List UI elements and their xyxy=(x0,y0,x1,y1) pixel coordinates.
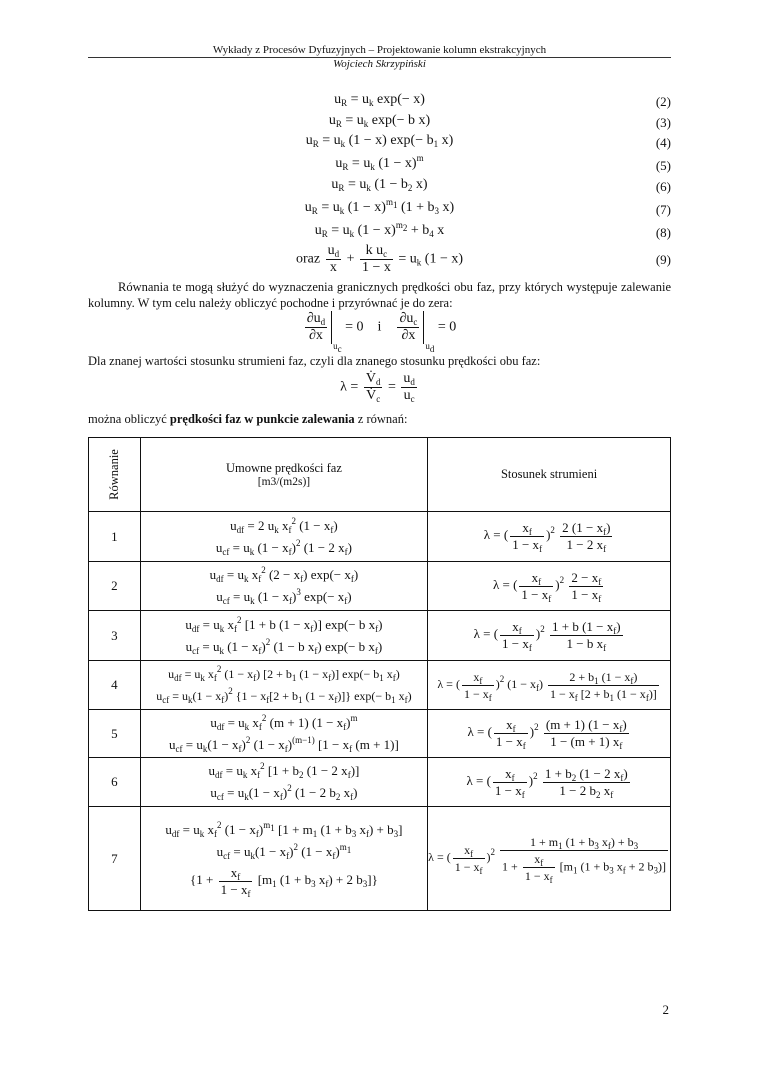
header-ratio: Stosunek strumieni xyxy=(428,438,671,512)
table-row xyxy=(89,710,671,758)
equation-7 xyxy=(88,197,671,220)
equation-8 xyxy=(88,220,671,243)
flooding-emphasis: prędkości faz w punkcie zalewania xyxy=(169,412,355,426)
table-header-row xyxy=(89,438,671,512)
row-ratio: λ = ( $\frac{x_f}{1 - x_f}$ )$^2$ $1 + m_1$ ($1 + b_3$ $x_f) + b_3$ 1 + $\frac{x_f}{1 - x_f}$ [$m_1$ ($1 + b_3$ $x_f + 2$ $b_3$)] xyxy=(428,807,671,911)
table-row xyxy=(89,758,671,807)
header-author: Wojciech Skrzypiński xyxy=(333,58,426,70)
row-number: 2 xyxy=(89,562,141,611)
equation-number: (8) xyxy=(655,225,671,240)
equation-4 xyxy=(88,133,671,153)
row-velocities: $u_{df} = u_k$ $x_f^2$ [1 + b $(1 - x_f)$] exp(− b $x_f$) $u_{cf} = u_k$ $(1 - x_f)^2$ (1 − b $x_f$) exp(− b $x_f$) xyxy=(140,611,427,661)
derivative-conditions: $\frac{\partial u_d}{\partial x}$ $u_c = 0$ i $\frac{\partial u_c}{\partial x}$ $u_d = 0$ xyxy=(88,311,671,351)
header-title: Wykłady z Procesów Dyfuzyjnych – Projektowanie kolumn ekstrakcyjnych xyxy=(212,44,547,56)
equation-5-formula: $u_R = u_k$ $(1 - x)^m$ xyxy=(335,153,424,172)
header-number: Równanie xyxy=(89,438,141,512)
row-ratio: λ = ( $\frac{x_f}{1 - x_f}$ )$^2$ $\frac{1 + b_2 (1 - 2 x_f)}{1 - 2 b_2 x_f}$ xyxy=(428,758,671,807)
equation-number: (6) xyxy=(655,179,671,194)
table-row xyxy=(89,661,671,710)
header-velocities-unit: [m3/(m2s)] xyxy=(257,476,311,488)
row-velocities: $u_{df} = u_k$ $x_f^2$ (m + 1) $(1 - x_f)^m$ $u_{cf} = u_k(1 - x_f)^2$ $(1 - x_f)^{(m-1)}$ [$1 - x_f$ (m + 1)] xyxy=(140,710,427,758)
page-number: 2 xyxy=(662,1002,669,1017)
row-number: 6 xyxy=(89,758,141,807)
derivative-conjunction: i xyxy=(377,319,382,335)
row-velocities: $u_{df} = u_k$ $x_f^2$ $(2 - x_f)$ $\exp(- x_f)$ $u_{cf} = u_k$ $(1 - x_f)^3$ $\exp(- x_f)$ xyxy=(140,562,427,611)
row-ratio: λ = ( $\frac{x_f}{1 - x_f}$ )$^2$ $(1 - x_f)$ $\frac{2 + b_1 (1 - x_f)}{1 - x_f [2 + b_1 (1 - x_f)]}$ xyxy=(428,661,671,710)
equation-6-formula: $u_R = u_k$ ($1 - b_2$ x) xyxy=(331,177,428,193)
table-row xyxy=(89,807,671,911)
equation-number: (4) xyxy=(655,135,671,150)
equation-5 xyxy=(88,153,671,176)
equation-number: (2) xyxy=(655,94,671,109)
equation-3-formula: $u_R = u_k$ exp(− b x) xyxy=(328,113,431,129)
paragraph-flooding: można obliczyć prędkości faz w punkcie zalewania z równań: xyxy=(88,412,408,426)
equation-2-formula: $u_R = u_k$ exp(− x) xyxy=(334,92,425,108)
equation-8-formula: $u_R = u_k$ $(1 - x)^{m_2} + b_4$ x xyxy=(314,220,445,239)
equation-9-prefix: oraz xyxy=(295,251,321,267)
row-number: 7 xyxy=(89,807,141,911)
row-number: 3 xyxy=(89,611,141,661)
equation-number: (3) xyxy=(655,115,671,130)
equation-4-formula: $u_R = u_k$ (1 − x) $\exp(- b_1$ x) xyxy=(305,133,454,149)
table-row xyxy=(89,611,671,661)
equation-9-formula: oraz $\frac{u_d}{x}$ + $\frac{k u_c}{1 - x}$ = $u_k$ (1 − x) xyxy=(295,243,464,275)
equation-6 xyxy=(88,177,671,197)
row-velocities: $u_{df} = u_k$ $x_f^2$ $(1 - x_f)$ [$2 + b_1$ $(1 - x_f)$] $\exp(- b_1$ $x_f$) $u_{cf} = u_k(1 - x_f)^2$ {$1 - x_f[2 + b_1$ $(1 - x_f)$]} $\exp(- b_1$ $x_f$) xyxy=(140,661,427,710)
equation-3 xyxy=(88,113,671,133)
paragraph-intro: Równania te mogą służyć do wyznaczenia granicznych prędkości obu faz, przy których występuje zalewanie kolumny. W tym celu należy obliczyć pochodne i przyrównać je do zera: xyxy=(88,280,671,310)
equations-table xyxy=(88,437,671,911)
equation-9 xyxy=(88,243,671,279)
table-row xyxy=(89,512,671,562)
row-number: 4 xyxy=(89,661,141,710)
equation-2 xyxy=(88,92,671,112)
row-velocities: $u_{df} = u_k$ $x_f^2$ $(1 - x_f)^{m_1}$ [$1 + m_1$ ($1 + b_3$ $x_f) + b_3$] $u_{cf} = u_k(1 - x_f)^2$ $(1 - x_f)^{m_1}$ {1 + $\frac{x_f}{1 - x_f}$ [$m_1$ ($1 + b_3$ $x_f) + 2$ $b_3$]} xyxy=(140,807,427,911)
paragraph-ratio: Dla znanej wartości stosunku strumieni faz, czyli dla znanego stosunku prędkości obu faz: xyxy=(88,354,541,368)
row-ratio: λ = ( $\frac{x_f}{1 - x_f}$ )$^2$ $\frac{2 - x_f}{1 - x_f}$ xyxy=(428,562,671,611)
row-number: 1 xyxy=(89,512,141,562)
row-velocities: $u_{df} = 2$ $u_k$ $x_f^2$ $(1 - x_f)$ $u_{cf} = u_k$ $(1 - x_f)^2$ (1 − 2 $x_f$) xyxy=(140,512,427,562)
row-ratio: λ = ( $\frac{x_f}{1 - x_f}$ )$^2$ $\frac{2 (1 - x_f)}{1 - 2 x_f}$ xyxy=(428,512,671,562)
row-number: 5 xyxy=(89,710,141,758)
equation-number: (9) xyxy=(655,252,671,267)
equation-7-formula: $u_R = u_k$ $(1 - x)^{m_1}$ ($1 + b_3$ x) xyxy=(304,197,455,216)
ratio-definition: λ = $\frac{V̇_d}{V̇_c}$ = $\frac{u_d}{u_c}$ xyxy=(340,371,415,404)
equation-number: (7) xyxy=(655,202,671,217)
header-velocities: Umowne prędkości faz [m3/(m2s)] xyxy=(140,438,427,512)
row-ratio: λ = ( $\frac{x_f}{1 - x_f}$ )$^2$ $\frac{1 + b (1 - x_f)}{1 - b x_f}$ xyxy=(428,611,671,661)
table-row xyxy=(89,562,671,611)
equation-number: (5) xyxy=(655,158,671,173)
row-velocities: $u_{df} = u_k$ $x_f^2$ [$1 + b_2$ (1 − 2 $x_f$)] $u_{cf} = u_k(1 - x_f)^2$ (1 − 2 $b_2$ $x_f$) xyxy=(140,758,427,807)
row-ratio: λ = ( $\frac{x_f}{1 - x_f}$ )$^2$ $\frac{(m + 1) (1 - x_f)}{1 - (m + 1) x_f}$ xyxy=(428,710,671,758)
